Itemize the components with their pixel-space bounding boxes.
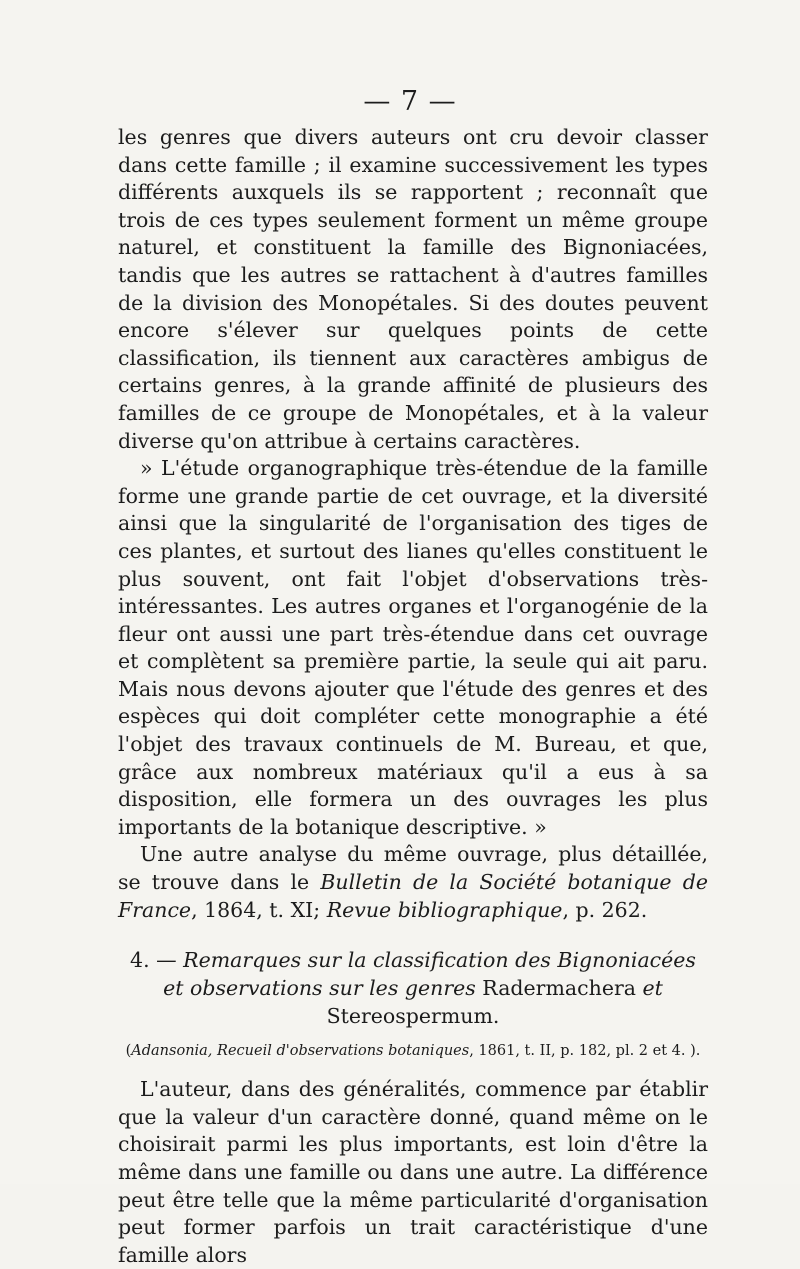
paragraph-4: L'auteur, dans des généralités, commence par établir que la valeur d'un caractère donné, quand même on le choisirait parmi les plus importants, est loin d'être la même dans une famille ou dans une autre. La différence peut être telle que la même particularité d'organisation peut former parfois un trait caractéristique d'une famille alors [118, 1077, 708, 1267]
journal-title-bulletin: Bulletin de la Société botanique de France [118, 870, 708, 922]
paragraph-1: les genres que divers auteurs ont cru devoir classer dans cette famille ; il examine successivement les types différents auxquels ils se rapportent ; reconnaît que trois de ces types seulement forment un même groupe naturel, et constituent la famille des Bignoniacées, tandis que les autres se rattachent à d'autres familles de la division des Monopétales. Si des doutes peuvent encore s'élever sur quelques points de cette classification, ils tiennent aux caractères ambigus de certains genres, à la grande affinité de plusieurs des familles de ce groupe de Monopétales, et à la valeur diverse qu'on attribue à certains caractères. [118, 125, 708, 453]
citation-source: Adansonia, Recueil d'observations botaniques [131, 1043, 470, 1060]
entry-4-citation [118, 1040, 708, 1062]
entry-et: et [642, 976, 663, 1001]
text-column [118, 124, 708, 1269]
paragraph-3 [118, 841, 708, 924]
paragraph-3-lead: Une autre analyse du même ouvrage, plus détaillée, se trouve dans le [118, 842, 708, 895]
paragraph-3-mid: , 1864, t. XI; [191, 897, 321, 922]
genus-stereospermum: Stereospermum. [326, 1004, 500, 1029]
entry-4-heading [118, 946, 708, 1030]
paragraph-2: » L'étude organographique très-étendue de la famille forme une grande partie de cet ouvrage, et la diversité ainsi que la singularité de l'organisation des tiges de ces plantes, et surtout des lianes qu'elles constituent le plus souvent, ont fait l'objet d'observations très-intéressantes. Les autres organes et l'organogénie de la fleur ont aussi une part très-étendue dans cet ouvrage et complètent sa première partie, la seule qui ait paru. Mais nous devons ajouter que l'étude des genres et des espèces qui doit compléter cette monographie a été l'objet des travaux continuels de M. Bureau, et que, grâce aux nombreux matériaux qu'il a eus à sa disposition, elle formera un des ouvrages les plus importants de la botanique descriptive. » [118, 456, 708, 839]
entry-number: 4. — [130, 948, 177, 973]
entry-title: Remarques sur la classification des Bignoniacées et observations sur les genres [163, 948, 696, 1001]
journal-title-revue: Revue bibliographique [326, 897, 563, 922]
page-number: — 7 — [363, 86, 457, 117]
genus-radermachera: Radermachera [482, 976, 636, 1001]
paragraph-3-tail: , p. 262. [562, 897, 648, 922]
citation-ref: , 1861, t. II, p. 182, pl. 2 et 4. ). [469, 1043, 701, 1060]
citation-open: ( [125, 1043, 132, 1060]
